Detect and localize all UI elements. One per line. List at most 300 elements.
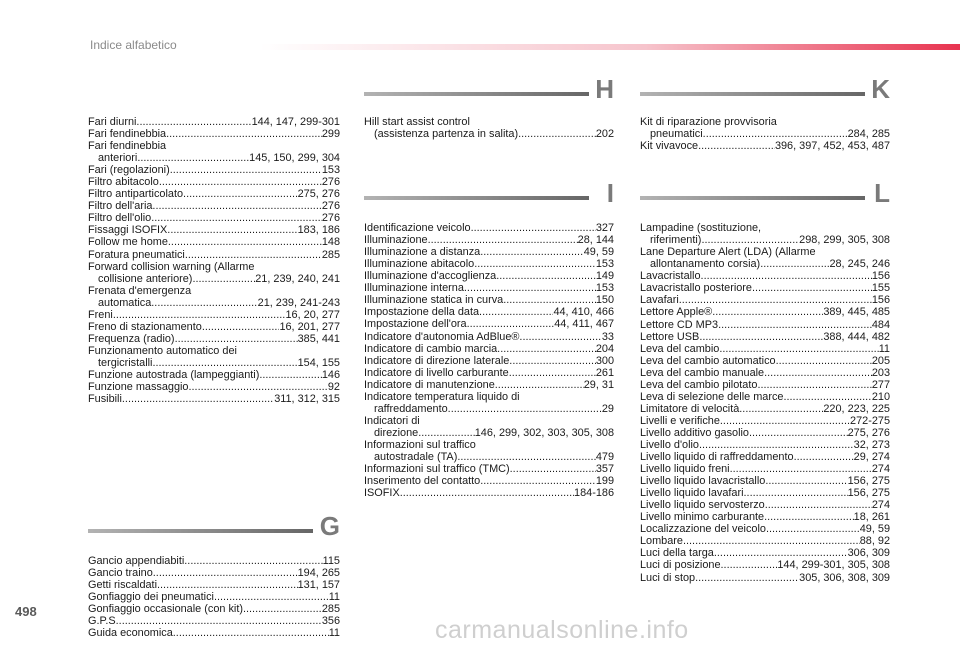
index-entry-term: Guida economica [88,627,173,640]
index-entry [364,475,614,487]
index-entry [364,222,614,234]
index-entry-heading: Indicatori di [364,414,420,427]
index-entry-pages: 300 [595,354,614,367]
dot-leader [698,140,775,152]
index-entry [364,343,614,355]
index-entry [88,116,340,128]
index-entry-pages: 29 [601,402,614,415]
section-letter: G [319,511,340,542]
index-entry [364,318,614,330]
dot-leader [185,249,322,261]
index-entry [640,511,890,523]
dot-leader [679,294,872,306]
dot-leader [497,343,596,355]
index-entry-term: Freno di stazionamento [88,320,202,333]
index-entry-term: Livello liquido freni [640,463,730,476]
dot-leader [776,355,872,367]
dot-leader [152,357,297,369]
index-entry-row [364,234,614,246]
index-entry-pages: 284, 285 [847,128,890,141]
index-entry-term: Livello minimo carburante [640,511,765,524]
section-rule [640,92,865,96]
index-entry [88,249,340,261]
index-entry-row [640,499,890,511]
section-letter: L [874,178,890,209]
dot-leader [699,439,854,451]
index-entry-pages: 184-186 [574,487,614,500]
index-entry-term: Lettore CD MP3 [640,318,719,331]
index-entry-pages: 274 [871,499,890,512]
dot-leader [509,367,596,379]
index-entry-row [640,535,890,547]
index-entry-term: anteriori [98,152,138,165]
index-entry [364,415,614,439]
index-entry-pages: 153 [595,282,614,295]
index-entry-pages: 33 [601,330,614,343]
index-entry-term: Getti riscaldati [88,579,157,592]
index-entry-row [88,273,340,285]
dot-leader [166,128,322,140]
index-entry-term: Leva del cambio manuale [640,366,765,379]
index-entry-row [640,234,890,246]
index-entry-term: Gonfiaggio occasionale (con kit) [88,603,243,616]
index-entry [364,306,614,318]
index-entry-row [364,451,614,463]
index-entry-row [364,403,614,415]
index-entry-row [364,258,614,270]
index-entry-term: (assistenza partenza in salita) [374,128,519,141]
dot-leader [714,547,848,559]
dot-leader [183,188,298,200]
index-entry-term: Leva del cambio pilotato [640,378,758,391]
dot-leader [721,559,778,571]
index-entry-row [640,270,890,282]
index-entry [364,463,614,475]
dot-leader [464,282,596,294]
dot-leader [766,523,860,535]
index-entry [88,200,340,212]
index-entry-row [364,128,614,140]
index-entry-pages: 18, 261 [853,511,890,524]
index-entry [88,345,340,369]
index-entry-term: riferimenti) [650,234,702,247]
header-title: Indice alfabetico [90,38,177,52]
index-entry-pages: 21, 239, 240, 241 [255,272,340,285]
index-entry-pages: 156, 275 [847,475,890,488]
index-entry-pages: 146 [321,368,340,381]
index-entry-heading: Kit di riparazione provvisoria [640,116,777,128]
dot-leader [718,319,872,331]
index-entry-term: Identificazione veicolo [364,222,471,235]
index-entry [640,572,890,584]
index-entry-heading: Fari fendinebbia [88,140,167,153]
index-entry [88,309,340,321]
index-entry [640,140,890,152]
index-entry-row [88,249,340,261]
index-entry-pages: 210 [871,390,890,403]
index-entry-pages: 276 [321,176,340,189]
index-entry-heading: Indicatore temperatura liquido di [364,390,520,403]
index-entry-term: Lettore USB [640,330,700,343]
index-entry [640,294,890,306]
index-entry-row [640,391,890,403]
index-entry-term: tergicristalli [98,356,153,369]
index-entry-pages: 16, 201, 277 [279,320,340,333]
index-entry-pages: 479 [595,450,614,463]
dot-leader [119,615,322,627]
index-entry-term: Follow me home [88,236,168,249]
index-entry-term: Livello liquido lavacristallo [640,475,766,488]
index-entry-term: Illuminazione a distanza [364,246,481,259]
index-entry-pages: 131, 157 [297,579,340,592]
index-column-3 [640,116,890,584]
index-entry-heading: Frenata d'emergenza [88,284,192,297]
dot-leader [479,306,553,318]
index-entry-pages: 327 [595,222,614,235]
index-entry-pages: 145, 150, 299, 304 [249,152,340,165]
index-entry-term: Gancio traino [88,567,153,580]
index-entry-term: Fusibili [88,393,122,406]
dot-leader [760,258,829,270]
index-entry-row [88,164,340,176]
index-entry [640,535,890,547]
dot-leader [765,475,847,487]
index-entry-pages: 261 [595,366,614,379]
index-entry-row [88,555,340,567]
index-entry [640,499,890,511]
index-entry-pages: 305, 306, 308, 309 [799,571,890,584]
dot-leader [467,318,555,330]
index-entry-row [364,306,614,318]
dot-leader [749,427,848,439]
index-entry-pages: 11 [328,627,340,640]
index-entry-pages: 150 [595,294,614,307]
section-header-k [640,74,890,118]
index-entry [364,270,614,282]
index-entry [640,547,890,559]
index-entry-pages: 306, 309 [847,547,890,560]
index-entry [88,236,340,248]
index-entry [364,282,614,294]
index-entry [364,246,614,258]
dot-leader [184,555,322,567]
index-entry-row [640,559,890,571]
index-entry-term: Fissaggi ISOFIX [88,224,168,237]
index-entry-row [364,355,614,367]
index-entry-row [640,511,890,523]
index-entry-heading: Informazioni sul traffico [364,438,476,451]
index-entry-term: autostradale (TA) [374,450,458,463]
index-entry-pages: 385, 441 [297,332,340,345]
dot-leader [752,282,872,294]
index-entry [640,379,890,391]
index-entry-pages: 272-275 [850,414,890,427]
index-entry-term: Filtro antiparticolato [88,188,184,201]
index-entry-row [364,282,614,294]
index-entry-row [88,116,340,128]
index-entry-term: Indicatore d'autonomia AdBlue® [364,330,520,343]
index-entry-term: Indicatore di cambio marcia [364,342,498,355]
dot-leader [214,591,329,603]
index-entry [364,379,614,391]
index-entry-pages: 44, 410, 466 [553,306,614,319]
index-entry-term: Lettore Apple® [640,306,713,319]
index-entry-row [88,297,340,309]
index-entry-pages: 298, 299, 305, 308 [799,234,890,247]
index-entry-pages: 92 [327,381,340,394]
index-entry-row [88,591,340,603]
index-entry-pages: 156 [871,294,890,307]
dot-leader [151,212,322,224]
index-entry-row [88,212,340,224]
index-entry-term: Illuminazione interna [364,282,464,295]
index-entry-pages: 11 [878,342,890,355]
index-entry-row [88,152,340,164]
index-entry [88,381,340,393]
index-entry [364,487,614,499]
index-entry-pages: 275, 276 [847,426,890,439]
index-entry-row [640,439,890,451]
index-entry [640,487,890,499]
dot-leader [518,128,596,140]
index-entry-term: G.P.S. [88,615,119,628]
index-entry-row [640,547,890,559]
index-entry-term: ISOFIX [364,487,400,500]
watermark: carmanualsonline.info [435,616,689,644]
dot-leader [519,331,601,343]
index-entry-row [88,333,340,345]
dot-leader [683,535,860,547]
index-entry-row [640,379,890,391]
index-entry-row [364,222,614,234]
index-entry-pages: 148 [321,236,340,249]
index-entry-term: Impostazione dell'ora [364,318,467,331]
index-entry [640,246,890,270]
index-entry-term: Informazioni sul traffico (TMC) [364,463,510,476]
section-header [88,511,340,555]
dot-leader [699,331,823,343]
index-entry-pages: 220, 223, 225 [823,402,890,415]
section-spacer [88,405,340,521]
index-entry [88,603,340,615]
dot-leader [243,603,322,615]
index-entry-pages: 28, 245, 246 [829,258,890,271]
index-entry-term: Illuminazione [364,234,428,247]
section-spacer [640,152,890,188]
index-entry-term: Luci della targa [640,547,714,560]
index-entry-term: Livello liquido lavafari [640,487,744,500]
index-entry-row [88,369,340,381]
index-entry-term: Funzione massaggio [88,381,189,394]
index-entry-row [88,579,340,591]
index-entry-pages: 277 [871,378,890,391]
index-entry-term: Filtro abitacolo [88,176,159,189]
index-entry-pages: 205 [871,354,890,367]
header-accent-bar [260,44,960,50]
index-entry-pages: 203 [871,366,890,379]
index-entry-row [640,415,890,427]
index-entry-heading: Funzionamento automatico dei [88,344,237,357]
dot-leader [175,333,298,345]
index-entry-term: Livelli e verifiche [640,414,720,427]
index-entry-pages: 396, 397, 452, 453, 487 [774,140,890,153]
index-entry-pages: 154, 155 [297,356,340,369]
section-letter: H [595,74,614,104]
index-entry-row [88,567,340,579]
index-entry-row [640,487,890,499]
index-entry-row [640,282,890,294]
index-entry-pages: 156 [871,270,890,283]
index-entry-pages: 156, 275 [847,487,890,500]
section-letter: I [606,178,614,209]
dot-leader [764,367,872,379]
index-entry-term: Livello additivo gasolio [640,426,749,439]
index-entry-pages: 32, 273 [853,438,890,451]
index-entry-row [640,258,890,270]
section-rule [640,196,865,200]
dot-leader [509,355,596,367]
index-entry-term: Foratura pneumatici [88,248,185,261]
index-entry [640,415,890,427]
index-entry-pages: 28, 144 [577,234,614,247]
index-entry-term: Indicatore di manutenzione [364,378,495,391]
dot-leader [173,627,329,639]
index-entry [364,391,614,415]
index-entry-pages: 285 [321,603,340,616]
index-entry-term: Inserimento del contatto [364,475,481,488]
index-entry-term: Funzione autostrada (lampeggianti) [88,368,260,381]
index-entry-term: Leva del cambio automatico [640,354,776,367]
index-entry-row [364,270,614,282]
index-entry [640,427,890,439]
section-letter: K [871,74,890,104]
index-entry [88,333,340,345]
dot-leader [170,164,322,176]
index-entry-row [364,331,614,343]
index-entry [88,393,340,405]
index-entry-term: Illuminazione d'accoglienza [364,270,497,283]
dot-leader [764,511,854,523]
index-entry [364,367,614,379]
dot-leader [757,379,871,391]
index-entry [88,591,340,603]
index-entry-row [640,306,890,318]
index-entry-row [640,572,890,584]
index-entry [88,627,340,639]
index-entry-row [88,357,340,369]
index-entry-term: Impostazione della data [364,306,480,319]
index-entry-pages: 115 [322,555,340,568]
index-entry [640,391,890,403]
index-entry-row [88,603,340,615]
dot-leader [400,487,574,499]
index-entry-pages: 153 [595,258,614,271]
index-entry-row [640,343,890,355]
dot-leader [495,379,584,391]
dot-leader [113,309,286,321]
index-entry [88,285,340,309]
index-entry-pages: 44, 411, 467 [554,318,614,331]
index-entry-row [88,381,340,393]
index-entry [88,555,340,567]
index-entry-row [88,224,340,236]
dot-leader [448,403,602,415]
index-entry-row [88,393,340,405]
index-entry-pages: 153 [321,164,340,177]
dot-leader [701,234,799,246]
index-entry-row [640,427,890,439]
section-spacer [364,140,614,188]
dot-leader [168,236,322,248]
index-entry [88,579,340,591]
index-entry-term: allontanamento corsia) [650,258,761,271]
index-entry-row [640,403,890,415]
index-entry [640,475,890,487]
index-entry [640,355,890,367]
index-entry [88,567,340,579]
index-entry-row [88,236,340,248]
page-number: 498 [15,604,37,619]
section-header [364,178,614,222]
index-entry-pages: 199 [595,475,614,488]
index-entry [88,369,340,381]
index-entry-term: Illuminazione abitacolo [364,258,475,271]
index-entry-heading: Lane Departure Alert (LDA) (Allarme [640,246,816,259]
index-entry-row [364,379,614,391]
index-entry-pages: 21, 239, 241-243 [257,296,340,309]
index-entry-term: Filtro dell'olio [88,212,152,225]
index-entry-pages: 29, 31 [583,378,614,391]
dot-leader [739,403,823,415]
index-entry-row [640,128,890,140]
index-entry [640,403,890,415]
index-entry-row [364,463,614,475]
index-entry-pages: 285 [321,248,340,261]
dot-leader [153,567,298,579]
index-entry-row [640,523,890,535]
index-entry-row [640,451,890,463]
index-entry-term: Livello liquido di raffreddamento [640,451,794,464]
index-entry [88,188,340,200]
index-column-2 [364,116,614,499]
index-entry-row [364,427,614,439]
index-entry [88,212,340,224]
index-entry [364,116,614,140]
dot-leader [703,128,848,140]
index-entry-term: Lavacristallo posteriore [640,282,752,295]
index-entry-pages: 275, 276 [297,188,340,201]
index-entry [364,331,614,343]
dot-leader [730,463,872,475]
index-entry [88,164,340,176]
index-entry-row [364,246,614,258]
dot-leader [744,487,848,499]
dot-leader [137,152,249,164]
index-entry-pages: 311, 312, 315 [274,393,340,406]
index-entry-pages: 194, 265 [297,567,340,580]
index-entry-pages: 276 [321,212,340,225]
index-entry-pages: 155 [871,282,890,295]
dot-leader [471,222,596,234]
index-entry [640,559,890,571]
index-entry-pages: 16, 20, 277 [285,308,340,321]
dot-leader [496,270,596,282]
index-entry-row [88,321,340,333]
index-entry-term: raffreddamento [374,402,448,415]
index-entry-term: automatica [98,296,152,309]
index-entry [640,331,890,343]
dot-leader [151,297,257,309]
